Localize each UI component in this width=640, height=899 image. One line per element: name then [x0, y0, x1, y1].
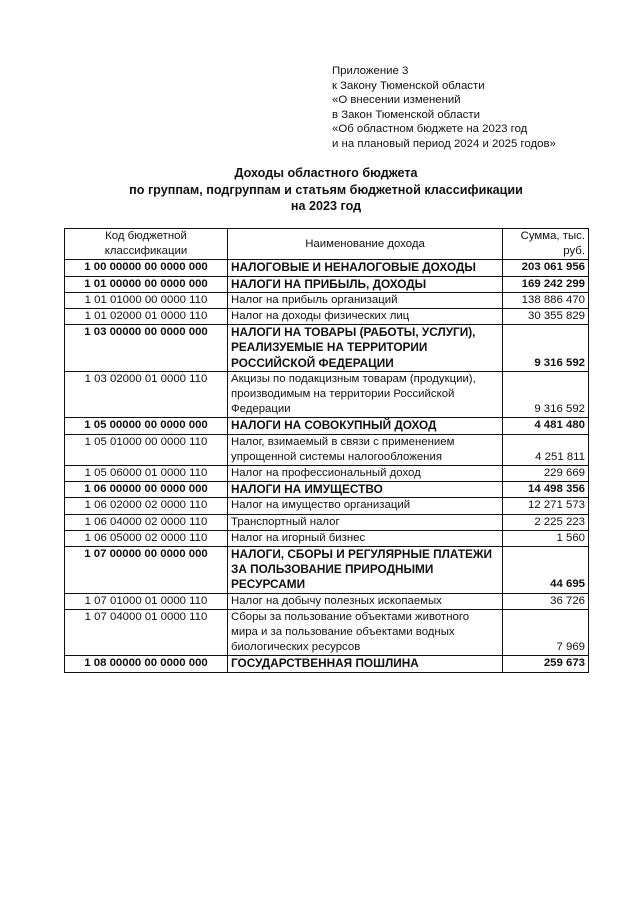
row-code: 1 07 01000 01 0000 110 [65, 593, 228, 609]
row-code: 1 00 00000 00 0000 000 [65, 260, 228, 276]
row-code: 1 06 05000 02 0000 110 [65, 530, 228, 546]
row-sum: 169 242 299 [503, 276, 589, 292]
appendix-line: к Закону Тюменской области [332, 79, 485, 92]
row-sum: 1 560 [503, 530, 589, 546]
row-sum: 203 061 956 [503, 260, 589, 276]
row-sum: 9 316 592 [503, 325, 589, 372]
row-code: 1 07 04000 01 0000 110 [65, 609, 228, 656]
row-name: Налог на доходы физических лиц [228, 309, 503, 325]
table-row [65, 418, 589, 434]
row-name: Транспортный налог [228, 514, 503, 530]
table-row [65, 260, 589, 276]
row-code: 1 03 00000 00 0000 000 [65, 325, 228, 372]
table-row [65, 325, 589, 372]
row-name: Акцизы по подакцизным товарам (продукции), производимым на территории Российской Федерации [228, 371, 503, 418]
row-sum: 4 481 480 [503, 418, 589, 434]
table-row [65, 498, 589, 514]
row-sum: 44 695 [503, 547, 589, 594]
table-row [65, 530, 589, 546]
row-sum: 12 271 573 [503, 498, 589, 514]
appendix-line: Приложение 3 [332, 65, 409, 77]
header-sum: Сумма, тыс. руб. [503, 229, 589, 260]
appendix-line: «О внесении изменений [332, 94, 461, 107]
row-sum: 7 969 [503, 609, 589, 656]
row-sum: 259 673 [503, 656, 589, 672]
row-name: Налог на игорный бизнес [228, 530, 503, 546]
row-name: Налог на профессиональный доход [228, 466, 503, 482]
row-code: 1 01 02000 01 0000 110 [65, 309, 228, 325]
row-sum: 2 225 223 [503, 514, 589, 530]
row-name: Налог на прибыль организаций [228, 292, 503, 308]
row-sum: 138 886 470 [503, 292, 589, 308]
table-row [65, 434, 589, 465]
row-code: 1 01 00000 00 0000 000 [65, 276, 228, 292]
row-name: НАЛОГИ, СБОРЫ И РЕГУЛЯРНЫЕ ПЛАТЕЖИ ЗА ПОЛЬЗОВАНИЕ ПРИРОДНЫМИ РЕСУРСАМИ [228, 547, 503, 594]
document-title [64, 165, 588, 215]
row-name: Сборы за пользование объектами животного мира и за пользование объектами водных биологических ресурсов [228, 609, 503, 656]
revenue-table [64, 228, 589, 673]
row-code: 1 05 06000 01 0000 110 [65, 466, 228, 482]
table-row [65, 309, 589, 325]
table-row [65, 292, 589, 308]
row-code: 1 08 00000 00 0000 000 [65, 656, 228, 672]
row-code: 1 05 01000 00 0000 110 [65, 434, 228, 465]
row-code: 1 01 01000 00 0000 110 [65, 292, 228, 308]
row-name: НАЛОГИ НА ПРИБЫЛЬ, ДОХОДЫ [228, 276, 503, 292]
row-name: НАЛОГИ НА СОВОКУПНЫЙ ДОХОД [228, 418, 503, 434]
table-row [65, 547, 589, 594]
table-row [65, 466, 589, 482]
appendix-note [332, 64, 632, 152]
title-line: по группам, подгруппам и статьям бюджетной классификации [129, 182, 523, 197]
row-code: 1 05 00000 00 0000 000 [65, 418, 228, 434]
table-body [65, 260, 589, 672]
title-line: на 2023 год [290, 199, 362, 214]
row-code: 1 07 00000 00 0000 000 [65, 547, 228, 594]
row-sum: 14 498 356 [503, 482, 589, 498]
table-row [65, 593, 589, 609]
row-name: НАЛОГОВЫЕ И НЕНАЛОГОВЫЕ ДОХОДЫ [228, 260, 503, 276]
header-code: Код бюджетной классификации [65, 229, 228, 260]
table-header-row [65, 229, 589, 260]
row-name: ГОСУДАРСТВЕННАЯ ПОШЛИНА [228, 656, 503, 672]
table-row [65, 371, 589, 418]
row-name: НАЛОГИ НА ТОВАРЫ (РАБОТЫ, УСЛУГИ), РЕАЛИЗУЕМЫЕ НА ТЕРРИТОРИИ РОССИЙСКОЙ ФЕДЕРАЦИИ [228, 325, 503, 372]
row-sum: 229 669 [503, 466, 589, 482]
row-sum: 9 316 592 [503, 371, 589, 418]
row-name: Налог на добычу полезных ископаемых [228, 593, 503, 609]
row-name: Налог на имущество организаций [228, 498, 503, 514]
table-row [65, 276, 589, 292]
table-row [65, 514, 589, 530]
row-code: 1 03 02000 01 0000 110 [65, 371, 228, 418]
appendix-line: в Закон Тюменской области [332, 108, 480, 121]
header-name: Наименование дохода [228, 229, 503, 260]
table-row [65, 609, 589, 656]
table-row [65, 482, 589, 498]
appendix-line: «Об областном бюджете на 2023 год [332, 123, 528, 136]
row-sum: 36 726 [503, 593, 589, 609]
row-code: 1 06 02000 02 0000 110 [65, 498, 228, 514]
row-code: 1 06 00000 00 0000 000 [65, 482, 228, 498]
row-sum: 4 251 811 [503, 434, 589, 465]
row-sum: 30 355 829 [503, 309, 589, 325]
row-name: НАЛОГИ НА ИМУЩЕСТВО [228, 482, 503, 498]
row-code: 1 06 04000 02 0000 110 [65, 514, 228, 530]
table-row [65, 656, 589, 672]
title-line: Доходы областного бюджета [234, 166, 418, 180]
appendix-line: и на плановый период 2024 и 2025 годов» [332, 137, 556, 150]
row-name: Налог, взимаемый в связи с применением упрощенной системы налогообложения [228, 434, 503, 465]
